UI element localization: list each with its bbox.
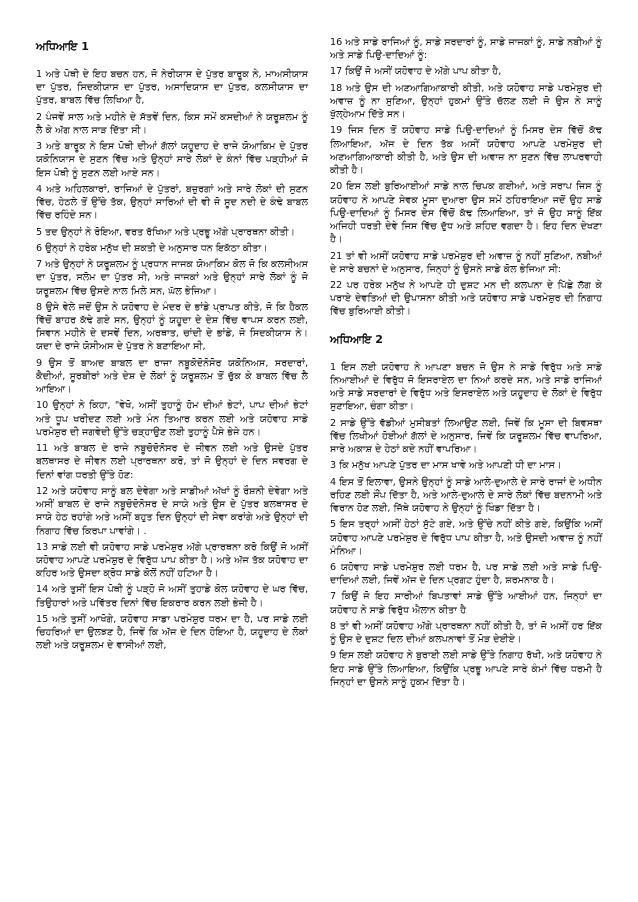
- verse-2-3: 3 ਕਿ ਮਨੁੱਖ ਆਪਣੇ ਪੁੱਤਰ ਦਾ ਮਾਸ ਖਾਵੇ ਅਤੇ ਆਪਣੀ ਧੀ ਦਾ ਮਾਸ।: [330, 460, 562, 472]
- verse-1-18: 18 ਅਤੇ ਉਸ ਦੀ ਅਣਆਗਿਆਕਾਰੀ ਕੀਤੀ, ਅਤੇ ਯਹੋਵਾਹ ਸਾਡੇ ਪਰਮੇਸ਼ੁਰ ਦੀ ਅਵਾਜ਼ ਨੂੰ ਨਾ ਸੁਣਿਆ, ਉਨ੍ਹਾਂ ਹੁਕਮਾਂ ਉੱਤੇ ਚੱਲਣ ਲਈ ਜੋ ਉਸ ਨੇ ਸਾਨੂੰ ਖੁੱਲ੍ਹੇਆਮ ਦਿੱਤੇ ਸਨ।: [330, 82, 602, 121]
- verse-1-4: 4 ਅਤੇ ਅਹਿਲਕਾਰਾਂ, ਰਾਜਿਆਂ ਦੇ ਪੁੱਤਰਾਂ, ਬਜ਼ੁਰਗਾਂ ਅਤੇ ਸਾਰੇ ਲੋਕਾਂ ਦੀ ਸੁਣਨ ਵਿੱਚ, ਹੇਠਲੇ ਤੋਂ ਉੱਚੇ ਤੱਕ, ਉਨ੍ਹਾਂ ਸਾਰਿਆਂ ਦੀ ਵੀ ਜੋ ਸੂਦ ਨਦੀ ਦੇ ਕੰਢੇ ਬਾਬਲ ਵਿੱਚ ਰਹਿੰਦੇ ਸਨ।: [36, 183, 308, 222]
- verse-1-9: 9 ਉਸ ਤੋਂ ਬਾਅਦ ਬਾਬਲ ਦਾ ਰਾਜਾ ਨਬੂਕੋਦੋਨੋਸੋਰ ਯਕੋਨਿਅਸ, ਸਰਦਾਰਾਂ, ਕੈਦੀਆਂ, ਸੂਰਬੀਰਾਂ ਅਤੇ ਦੇਸ਼ ਦੇ ਲੋਕਾਂ ਨੂੰ ਯਰੂਸ਼ਲਮ ਤੋਂ ਚੁੱਕ ਕੇ ਬਾਬਲ ਵਿੱਚ ਲੈ ਆਇਆ।: [36, 357, 308, 396]
- verse-1-20: 20 ਇਸ ਲਈ ਬੁਰਿਆਈਆਂ ਸਾਡੇ ਨਾਲ ਚਿਪਕ ਗਈਆਂ, ਅਤੇ ਸਰਾਪ ਜਿਸ ਨੂੰ ਯਹੋਵਾਹ ਨੇ ਆਪਣੇ ਸੇਵਕ ਮੂਸਾ ਦੁਆਰਾ ਉਸ ਸਮੇਂ ਠਹਿਰਾਇਆ ਜਦੋਂ ਉਹ ਸਾਡੇ ਪਿਉ-ਦਾਦਿਆਂ ਨੂੰ ਮਿਸਰ ਦੇਸ ਵਿੱਚੋਂ ਕੱਢ ਲਿਆਇਆ, ਤਾਂ ਜੋ ਉਹ ਸਾਨੂੰ ਇੱਕ ਅਜਿਹੀ ਧਰਤੀ ਦੇਵੇ ਜਿਸ ਵਿੱਚ ਦੁੱਧ ਅਤੇ ਸ਼ਹਿਦ ਵਗਦਾ ਹੈ। ਇਹ ਦਿਨ ਦੇਖਣਾ ਹੈ।: [330, 181, 602, 246]
- verse-1-10: 10 ਉਨ੍ਹਾਂ ਨੇ ਕਿਹਾ, "ਵੇਖੋ, ਅਸੀਂ ਤੁਹਾਨੂੰ ਹੋਮ ਦੀਆਂ ਭੇਟਾਂ, ਪਾਪ ਦੀਆਂ ਭੇਟਾਂ ਅਤੇ ਧੂਪ ਖਰੀਦਣ ਲਈ ਅਤੇ ਮੰਨ ਤਿਆਰ ਕਰਨ ਲਈ ਅਤੇ ਯਹੋਵਾਹ ਸਾਡੇ ਪਰਮੇਸ਼ੁਰ ਦੀ ਜਗਵੇਦੀ ਉੱਤੇ ਚੜ੍ਹਾਉਣ ਲਈ ਤੁਹਾਨੂੰ ਪੈਸੇ ਭੇਜੇ ਹਨ।: [36, 400, 308, 438]
- verse-1-12: 12 ਅਤੇ ਯਹੋਵਾਹ ਸਾਨੂੰ ਬਲ ਦੇਵੇਗਾ ਅਤੇ ਸਾਡੀਆਂ ਅੱਖਾਂ ਨੂੰ ਰੌਸ਼ਨੀ ਦੇਵੇਗਾ ਅਤੇ ਅਸੀਂ ਬਾਬਲ ਦੇ ਰਾਜੇ ਨਬੂਚੋਦੋਨੋਸਰ ਦੇ ਸਾਯੇ ਅਤੇ ਉਸ ਦੇ ਪੁੱਤਰ ਬਲਥਾਸਰ ਦੇ ਸਾਯੇ ਹੇਠ ਰਹਾਂਗੇ ਅਤੇ ਅਸੀਂ ਬਹੁਤ ਦਿਨ ਉਨ੍ਹਾਂ ਦੀ ਸੇਵਾ ਕਰਾਂਗੇ ਅਤੇ ਉਨ੍ਹਾਂ ਦੀ ਨਿਗਾਹ ਵਿੱਚ ਕਿਰਪਾ ਪਾਵਾਂਗੇ। .: [36, 485, 308, 537]
- verse-1-6: 6 ਉਨ੍ਹਾਂ ਨੇ ਹਰੇਕ ਮਨੁੱਖ ਦੀ ਸ਼ਕਤੀ ਦੇ ਅਨੁਸਾਰ ਧਨ ਇਕੱਠਾ ਕੀਤਾ।: [36, 242, 268, 254]
- verse-2-6: 6 ਯਹੋਵਾਹ ਸਾਡੇ ਪਰਮੇਸ਼ੁਰ ਲਈ ਧਰਮ ਹੈ, ਪਰ ਸਾਡੇ ਲਈ ਅਤੇ ਸਾਡੇ ਪਿਉ-ਦਾਦਿਆਂ ਲਈ, ਜਿਵੇਂ ਅੱਜ ਦੇ ਦਿਨ ਪ੍ਰਗਟ ਹੁੰਦਾ ਹੈ, ਸ਼ਰਮਨਾਕ ਹੈ।: [330, 561, 602, 587]
- verse-1-13: 13 ਸਾਡੇ ਲਈ ਵੀ ਯਹੋਵਾਹ ਸਾਡੇ ਪਰਮੇਸ਼ੁਰ ਅੱਗੇ ਪ੍ਰਾਰਥਨਾ ਕਰੋ ਕਿਉਂ ਜੋ ਅਸੀਂ ਯਹੋਵਾਹ ਆਪਣੇ ਪਰਮੇਸ਼ੁਰ ਦੇ ਵਿਰੁੱਧ ਪਾਪ ਕੀਤਾ ਹੈ। ਅਤੇ ਅੱਜ ਤੱਕ ਯਹੋਵਾਹ ਦਾ ਕਹਿਰ ਅਤੇ ਉਸਦਾ ਕ੍ਰੋਧ ਸਾਡੇ ਕੋਲੋਂ ਨਹੀਂ ਹਟਿਆ ਹੈ।: [36, 541, 308, 580]
- verse-1-22: 22 ਪਰ ਹਰੇਕ ਮਨੁੱਖ ਨੇ ਆਪਣੇ ਹੀ ਦੁਸ਼ਟ ਮਨ ਦੀ ਕਲਪਨਾ ਦੇ ਪਿੱਛੇ ਲੱਗ ਕੇ ਪਰਾਏ ਦੇਵਤਿਆਂ ਦੀ ਉਪਾਸਨਾ ਕੀਤੀ ਅਤੇ ਯਹੋਵਾਹ ਸਾਡੇ ਪਰਮੇਸ਼ੁਰ ਦੀ ਨਿਗਾਹ ਵਿੱਚ ਬੁਰਿਆਈ ਕੀਤੀ।: [330, 279, 602, 318]
- chapter-2-heading: ਅਧਿਆਇ 2: [330, 332, 383, 346]
- right-column: [330, 36, 602, 902]
- verse-1-5: 5 ਤਦ ਉਨ੍ਹਾਂ ਨੇ ਰੋਇਆ, ਵਰਤ ਰੱਖਿਆ ਅਤੇ ਪ੍ਰਭੂ ਅੱਗੇ ਪ੍ਰਾਰਥਨਾ ਕੀਤੀ।: [36, 226, 296, 238]
- verse-1-3: 3 ਅਤੇ ਬਾਰੂਕ ਨੇ ਇਸ ਪੋਥੀ ਦੀਆਂ ਗੱਲਾਂ ਯਹੂਦਾਹ ਦੇ ਰਾਜੇ ਯੋਆਕਿਮ ਦੇ ਪੁੱਤਰ ਯਕੋਨਿਯਾਸ ਦੇ ਸੁਣਨ ਵਿੱਚ ਅਤੇ ਉਨ੍ਹਾਂ ਸਾਰੇ ਲੋਕਾਂ ਦੇ ਕੰਨਾਂ ਵਿੱਚ ਪੜ੍ਹੀਆਂ ਜੋ ਇਸ ਪੋਥੀ ਨੂੰ ਸੁਣਨ ਲਈ ਆਏ ਸਨ।: [36, 141, 308, 179]
- verse-1-15: 15 ਅਤੇ ਤੁਸੀਂ ਆਖੋਗੇ, ਯਹੋਵਾਹ ਸਾਡਾ ਪਰਮੇਸ਼ੁਰ ਧਰਮ ਦਾ ਹੈ, ਪਰ ਸਾਡੇ ਲਈ ਚਿਹਰਿਆਂ ਦਾ ਉਲਝਣ ਹੈ, ਜਿਵੇਂ ਕਿ ਅੱਜ ਦੇ ਦਿਨ ਹੋਇਆ ਹੈ, ਯਹੂਦਾਹ ਦੇ ਲੋਕਾਂ ਲਈ ਅਤੇ ਯਰੂਸ਼ਲਮ ਦੇ ਵਾਸੀਆਂ ਲਈ,: [36, 613, 308, 652]
- verse-1-2: 2 ਪੰਜਵੇਂ ਸਾਲ ਅਤੇ ਮਹੀਨੇ ਦੇ ਸੱਤਵੇਂ ਦਿਨ, ਕਿਸ ਸਮੇਂ ਕਸਦੀਆਂ ਨੇ ਯਰੂਸ਼ਲਮ ਨੂੰ ਲੈ ਕੇ ਅੱਗ ਨਾਲ ਸਾੜ ਦਿੱਤਾ ਸੀ।: [36, 111, 308, 136]
- verse-1-7: 7 ਅਤੇ ਉਨ੍ਹਾਂ ਨੇ ਯਰੂਸ਼ਲਮ ਨੂੰ ਪ੍ਰਧਾਨ ਜਾਜਕ ਯੋਆਕਿਮ ਕੋਲ ਜੋ ਕਿ ਕਲਸੀਅਸ ਦਾ ਪੁੱਤਰ, ਸਲੋਮ ਦਾ ਪੁੱਤਰ ਸੀ, ਅਤੇ ਜਾਜਕਾਂ ਅਤੇ ਉਨ੍ਹਾਂ ਸਾਰੇ ਲੋਕਾਂ ਨੂੰ ਜੋ ਯਰੂਸ਼ਲਮ ਵਿੱਚ ਉਸਦੇ ਨਾਲ ਮਿਲੇ ਸਨ, ਘੱਲ ਭੇਜਿਆ।: [36, 259, 308, 297]
- verse-1-11: 11 ਅਤੇ ਬਾਬਲ ਦੇ ਰਾਜੇ ਨਬੂਚੋਦੋਨੋਸਰ ਦੇ ਜੀਵਨ ਲਈ ਅਤੇ ਉਸਦੇ ਪੁੱਤਰ ਬਲਥਾਸਰ ਦੇ ਜੀਵਨ ਲਈ ਪ੍ਰਾਰਥਨਾ ਕਰੋ, ਤਾਂ ਜੋ ਉਨ੍ਹਾਂ ਦੇ ਦਿਨ ਸਵਰਗ ਦੇ ਦਿਨਾਂ ਵਾਂਗ ਧਰਤੀ ਉੱਤੇ ਹੋਣ:: [36, 443, 308, 481]
- verse-2-1: 1 ਇਸ ਲਈ ਯਹੋਵਾਹ ਨੇ ਆਪਣਾ ਬਚਨ ਜੋ ਉਸ ਨੇ ਸਾਡੇ ਵਿਰੁੱਧ ਅਤੇ ਸਾਡੇ ਨਿਆਈਆਂ ਦੇ ਵਿਰੁੱਧ ਜੋ ਇਸਰਾਏਲ ਦਾ ਨਿਆਂ ਕਰਦੇ ਸਨ, ਅਤੇ ਸਾਡੇ ਰਾਜਿਆਂ ਅਤੇ ਸਾਡੇ ਸਰਦਾਰਾਂ ਦੇ ਵਿਰੁੱਧ ਅਤੇ ਇਸਰਾਏਲ ਅਤੇ ਯਹੂਦਾਹ ਦੇ ਲੋਕਾਂ ਦੇ ਵਿਰੁੱਧ ਸੁਣਾਇਆ, ਚੰਗਾ ਕੀਤਾ।: [330, 361, 602, 413]
- verse-1-19: 19 ਜਿਸ ਦਿਨ ਤੋਂ ਯਹੋਵਾਹ ਸਾਡੇ ਪਿਉ-ਦਾਦਿਆਂ ਨੂੰ ਮਿਸਰ ਦੇਸ ਵਿੱਚੋਂ ਕੱਢ ਲਿਆਇਆ, ਅੱਜ ਦੇ ਦਿਨ ਤੱਕ ਅਸੀਂ ਯਹੋਵਾਹ ਆਪਣੇ ਪਰਮੇਸ਼ੁਰ ਦੀ ਅਣਆਗਿਆਕਾਰੀ ਕੀਤੀ ਹੈ, ਅਤੇ ਉਸ ਦੀ ਅਵਾਜ਼ ਨਾ ਸੁਣਨ ਵਿੱਚ ਲਾਪਰਵਾਹੀ ਕੀਤੀ ਹੈ।: [330, 125, 602, 177]
- chapter-1-heading: ਅਧਿਆਇ 1: [36, 40, 89, 53]
- left-column: [36, 40, 308, 902]
- verse-2-4: 4 ਇਸ ਤੋਂ ਇਲਾਵਾ, ਉਸਨੇ ਉਨ੍ਹਾਂ ਨੂੰ ਸਾਡੇ ਆਲੇ-ਦੁਆਲੇ ਦੇ ਸਾਰੇ ਰਾਜਾਂ ਦੇ ਅਧੀਨ ਰਹਿਣ ਲਈ ਸੌਂਪ ਦਿੱਤਾ ਹੈ, ਅਤੇ ਆਲੇ-ਦੁਆਲੇ ਦੇ ਸਾਰੇ ਲੋਕਾਂ ਵਿੱਚ ਬਦਨਾਮੀ ਅਤੇ ਵਿਰਾਨ ਹੋਣ ਲਈ, ਜਿੱਥੇ ਯਹੋਵਾਹ ਨੇ ਉਨ੍ਹਾਂ ਨੂੰ ਖਿੰਡਾ ਦਿੱਤਾ ਹੈ।: [330, 476, 602, 515]
- verse-1-1: 1 ਅਤੇ ਪੋਥੀ ਦੇ ਇਹ ਬਚਨ ਹਨ, ਜੋ ਨੇਰੀਯਾਸ ਦੇ ਪੁੱਤਰ ਬਾਰੂਕ ਨੇ, ਮਾਅਸੀਯਾਸ ਦਾ ਪੁੱਤਰ, ਸਿਦਕੀਯਾਸ ਦਾ ਪੁੱਤਰ, ਅਸਾਦਿਯਾਸ ਦਾ ਪੁੱਤਰ, ਕਲਸੀਯਾਸ ਦਾ ਪੁੱਤਰ, ਬਾਬਲ ਵਿੱਚ ਲਿਖਿਆ ਹੈ,: [36, 69, 308, 107]
- verse-2-9: 9 ਇਸ ਲਈ ਯਹੋਵਾਹ ਨੇ ਬੁਰਾਈ ਲਈ ਸਾਡੇ ਉੱਤੇ ਨਿਗਾਹ ਰੱਖੀ, ਅਤੇ ਯਹੋਵਾਹ ਨੇ ਇਹ ਸਾਡੇ ਉੱਤੇ ਲਿਆਇਆ, ਕਿਉਂਕਿ ਪ੍ਰਭੂ ਆਪਣੇ ਸਾਰੇ ਕੰਮਾਂ ਵਿੱਚ ਧਰਮੀ ਹੈ ਜਿਨ੍ਹਾਂ ਦਾ ਉਸਨੇ ਸਾਨੂੰ ਹੁਕਮ ਦਿੱਤਾ ਹੈ।: [330, 650, 602, 688]
- verse-2-8: 8 ਤਾਂ ਵੀ ਅਸੀਂ ਯਹੋਵਾਹ ਅੱਗੇ ਪ੍ਰਾਰਥਨਾ ਨਹੀਂ ਕੀਤੀ ਹੈ, ਤਾਂ ਜੋ ਅਸੀਂ ਹਰ ਇੱਕ ਨੂੰ ਉਸ ਦੇ ਦੁਸ਼ਟ ਦਿਲ ਦੀਆਂ ਕਲਪਨਾਵਾਂ ਤੋਂ ਮੋੜ ਦੇਈਏ।: [330, 620, 602, 646]
- verse-1-16: 16 ਅਤੇ ਸਾਡੇ ਰਾਜਿਆਂ ਨੂੰ, ਸਾਡੇ ਸਰਦਾਰਾਂ ਨੂੰ, ਸਾਡੇ ਜਾਜਕਾਂ ਨੂੰ, ਸਾਡੇ ਨਬੀਆਂ ਨੂੰ ਅਤੇ ਸਾਡੇ ਪਿਉ-ਦਾਦਿਆਂ ਨੂੰ:: [330, 37, 602, 62]
- verse-1-14: 14 ਅਤੇ ਤੁਸੀਂ ਇਸ ਪੋਥੀ ਨੂੰ ਪੜ੍ਹੋ ਜੋ ਅਸੀਂ ਤੁਹਾਡੇ ਕੋਲ ਯਹੋਵਾਹ ਦੇ ਘਰ ਵਿੱਚ, ਤਿਉਹਾਰਾਂ ਅਤੇ ਪਵਿੱਤਰ ਦਿਨਾਂ ਵਿੱਚ ਇਕਰਾਰ ਕਰਨ ਲਈ ਭੇਜੀ ਹੈ।: [36, 584, 308, 609]
- verse-1-21: 21 ਤਾਂ ਵੀ ਅਸੀਂ ਯਹੋਵਾਹ ਸਾਡੇ ਪਰਮੇਸ਼ੁਰ ਦੀ ਅਵਾਜ਼ ਨੂੰ ਨਹੀਂ ਸੁਣਿਆ, ਨਬੀਆਂ ਦੇ ਸਾਰੇ ਬਚਨਾਂ ਦੇ ਅਨੁਸਾਰ, ਜਿਨ੍ਹਾਂ ਨੂੰ ਉਸਨੇ ਸਾਡੇ ਕੋਲ ਭੇਜਿਆ ਸੀ:: [330, 250, 602, 275]
- verse-2-7: 7 ਕਿਉਂ ਜੋ ਇਹ ਸਾਰੀਆਂ ਬਿਪਤਾਵਾਂ ਸਾਡੇ ਉੱਤੇ ਆਈਆਂ ਹਨ, ਜਿਨ੍ਹਾਂ ਦਾ ਯਹੋਵਾਹ ਨੇ ਸਾਡੇ ਵਿਰੁੱਧ ਐਲਾਨ ਕੀਤਾ ਹੈ: [330, 591, 602, 616]
- verse-1-8: 8 ਉਸੇ ਵੇਲੇ ਜਦੋਂ ਉਸ ਨੇ ਯਹੋਵਾਹ ਦੇ ਮੰਦਰ ਦੇ ਭਾਂਡੇ ਪ੍ਰਾਪਤ ਕੀਤੇ, ਜੋ ਕਿ ਹੈਕਲ ਵਿੱਚੋਂ ਬਾਹਰ ਕੱਢੇ ਗਏ ਸਨ, ਉਨ੍ਹਾਂ ਨੂੰ ਯਹੂਦਾ ਦੇ ਦੇਸ਼ ਵਿੱਚ ਵਾਪਸ ਕਰਨ ਲਈ, ਸਿਵਾਨ ਮਹੀਨੇ ਦੇ ਦਸਵੇਂ ਦਿਨ, ਅਰਥਾਤ, ਚਾਂਦੀ ਦੇ ਭਾਂਡੇ, ਜੋ ਸਿਦਕੀਯਾਸ ਨੇ। ਯਦਾ ਦੇ ਰਾਜੇ ਯੋਸੀਅਸ ਦੇ ਪੁੱਤਰ ਨੇ ਬਣਾਇਆ ਸੀ,: [36, 301, 309, 353]
- verse-2-2: 2 ਸਾਡੇ ਉੱਤੇ ਵੱਡੀਆਂ ਮੁਸੀਬਤਾਂ ਲਿਆਉਣ ਲਈ, ਜਿਵੇਂ ਕਿ ਮੂਸਾ ਦੀ ਬਿਵਸਥਾ ਵਿੱਚ ਲਿਖੀਆਂ ਹੋਈਆਂ ਗੱਲਾਂ ਦੇ ਅਨੁਸਾਰ, ਜਿਵੇਂ ਕਿ ਯਰੂਸ਼ਲਮ ਵਿੱਚ ਵਾਪਰਿਆ, ਸਾਰੇ ਅਕਾਸ਼ ਦੇ ਹੇਠਾਂ ਕਦੇ ਨਹੀਂ ਵਾਪਰਿਆ।: [330, 417, 602, 456]
- verse-1-17: 17 ਕਿਉਂ ਜੋ ਅਸੀਂ ਯਹੋਵਾਹ ਦੇ ਅੱਗੇ ਪਾਪ ਕੀਤਾ ਹੈ,: [330, 66, 502, 78]
- verse-2-5: 5 ਇਸ ਤਰ੍ਹਾਂ ਅਸੀਂ ਹੇਠਾਂ ਸੁੱਟੇ ਗਏ, ਅਤੇ ਉੱਚੇ ਨਹੀਂ ਕੀਤੇ ਗਏ, ਕਿਉਂਕਿ ਅਸੀਂ ਯਹੋਵਾਹ ਆਪਣੇ ਪਰਮੇਸ਼ੁਰ ਦੇ ਵਿਰੁੱਧ ਪਾਪ ਕੀਤਾ ਹੈ, ਅਤੇ ਉਸਦੀ ਅਵਾਜ਼ ਨੂੰ ਨਹੀਂ ਮੰਨਿਆ।: [330, 519, 602, 557]
